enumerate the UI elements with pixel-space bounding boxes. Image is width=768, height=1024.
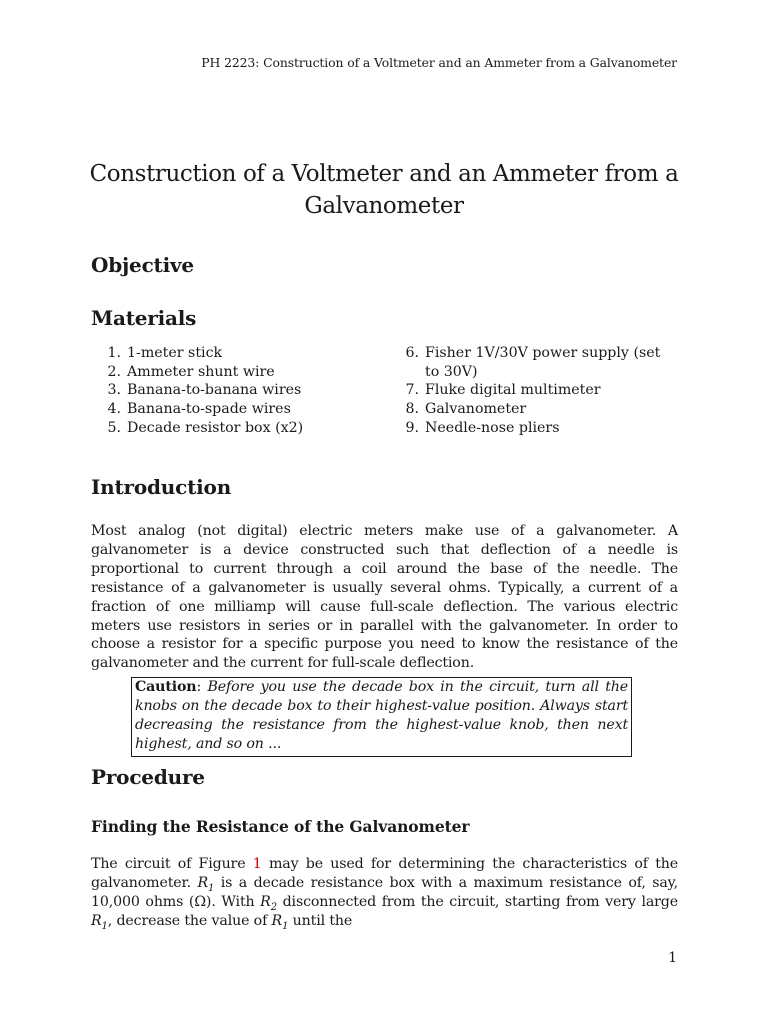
variable-subscript: 1 (282, 920, 289, 932)
list-number: 9. (405, 419, 419, 436)
list-number: 2. (107, 363, 121, 380)
variable-symbol: R (260, 893, 271, 910)
list-number: 5. (107, 419, 121, 436)
list-text: Ammeter shunt wire (127, 363, 275, 380)
text-run: disconnected from the circuit, starting from very large (276, 893, 678, 910)
caution-label: Caution (135, 679, 197, 695)
list-text: Banana-to-spade wires (127, 401, 291, 418)
list-item (399, 344, 671, 381)
variable-symbol: R (91, 912, 102, 929)
variable-subscript: 2 (270, 901, 277, 913)
running-header: PH 2223: Construction of a Voltmeter and an Ammeter from a Galvanometer (201, 55, 677, 70)
materials-list-left (101, 344, 381, 438)
list-item (399, 400, 671, 419)
list-text: Fisher 1V/30V power supply (set to 30V) (425, 345, 661, 380)
variable-r1 (271, 912, 289, 932)
list-text: 1-meter stick (127, 345, 223, 361)
caution-colon: : (196, 679, 202, 695)
procedure-paragraph (91, 855, 678, 931)
materials-list-right (399, 344, 671, 438)
list-text: Galvanometer (425, 401, 527, 418)
introduction-paragraph: Most analog (not digital) electric meters make use of a galvanometer. A galvanometer is a device constructed such that deflection of a needle is proportional to current through a coil around the base of the needle. The resistance of a galvanometer is usually several ohms. Typically, a current of a fraction of one milliamp will cause full-scale deflection. The various electric meters use resistors in series or in parallel with the galvanometer. In order to choose a resistor for a specific purpose you need to know the resistance of the galvanometer and the current for full-scale deflection. (91, 523, 678, 672)
section-heading-objective: Objective (91, 253, 194, 277)
text-run: may be used for determining the characteristics of the galvanometer. (91, 856, 678, 891)
variable-r1 (197, 874, 215, 894)
variable-subscript: 1 (208, 882, 215, 894)
document-title: Construction of a Voltmeter and an Ammeter from a Galvanometer (89, 161, 679, 220)
figure-link[interactable]: 1 (252, 856, 262, 872)
list-item (101, 400, 381, 419)
list-text: Needle-nose pliers (425, 419, 560, 436)
text-run: , decrease the value of (107, 912, 272, 929)
variable-symbol: R (271, 912, 283, 929)
list-number: 6. (405, 345, 419, 361)
text-run: until the (288, 912, 353, 929)
text-run: The circuit of Figure (91, 856, 253, 872)
list-item (399, 381, 671, 400)
list-item (101, 344, 381, 363)
variable-r2 (260, 893, 277, 913)
caution-box (131, 677, 632, 757)
list-item (101, 363, 381, 382)
list-number: 3. (107, 382, 121, 399)
list-number: 8. (405, 401, 419, 418)
variable-symbol: R (197, 874, 209, 891)
list-item (399, 419, 671, 438)
page-number: 1 (668, 950, 677, 966)
list-number: 7. (405, 382, 419, 399)
variable-subscript: 1 (101, 920, 108, 932)
list-item (101, 381, 381, 400)
text-run: is a decade resistance box with a maximum resistance of, say, 10,000 ohms (Ω). With (91, 874, 678, 910)
subsection-heading: Finding the Resistance of the Galvanometer (91, 817, 470, 836)
list-text: Banana-to-banana wires (127, 382, 302, 399)
variable-r1 (91, 912, 108, 932)
list-item (101, 419, 381, 438)
list-text: Fluke digital multimeter (425, 382, 601, 399)
list-text: Decade resistor box (x2) (127, 419, 304, 436)
section-heading-materials: Materials (91, 306, 197, 330)
section-heading-introduction: Introduction (91, 475, 232, 499)
list-number: 4. (107, 401, 121, 418)
list-number: 1. (107, 345, 121, 361)
caution-text: Before you use the decade box in the circuit, turn all the knobs on the decade box to their highest-value position. Always start decreasing the resistance from the highest-value knob, then next highest, and so on ... (135, 679, 628, 752)
section-heading-procedure: Procedure (91, 765, 205, 789)
